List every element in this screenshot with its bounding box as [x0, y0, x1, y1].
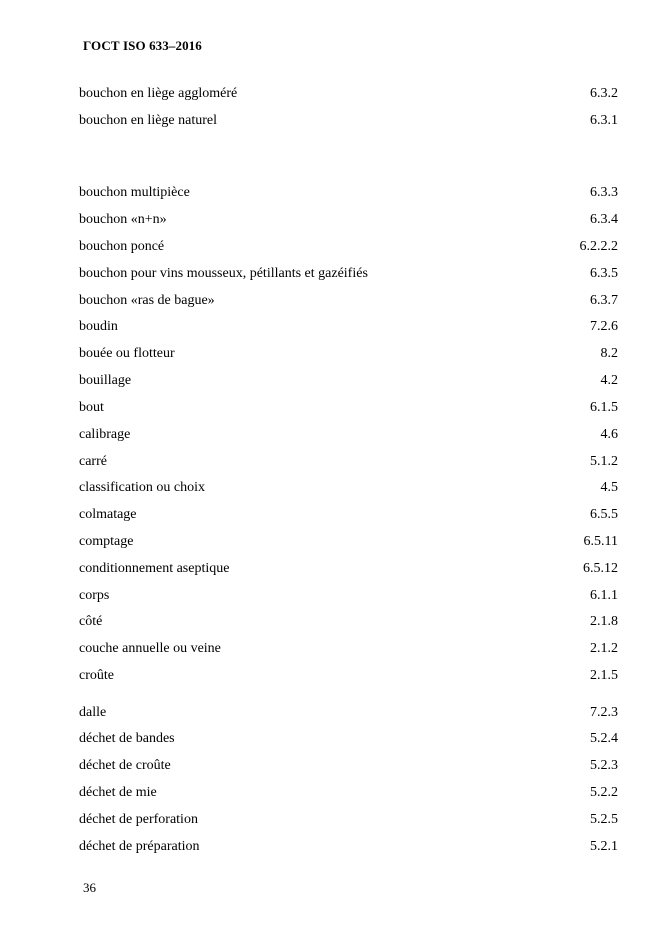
index-entry — [79, 705, 618, 725]
entry-ref: 5.2.5 — [590, 812, 618, 827]
entry-ref: 6.3.7 — [590, 293, 618, 308]
entry-term: classification ou choix — [79, 480, 205, 495]
entry-ref: 6.3.5 — [590, 266, 618, 281]
entry-ref: 6.3.1 — [590, 113, 618, 128]
index-entry — [79, 758, 618, 778]
index-entry — [79, 785, 618, 805]
entry-term: bouchon multipièce — [79, 185, 190, 200]
index-entry — [79, 427, 618, 447]
index-entry — [79, 239, 618, 259]
index-entry — [79, 561, 618, 581]
entry-term: croûte — [79, 668, 114, 683]
entry-ref: 5.2.4 — [590, 731, 618, 746]
index-entry — [79, 731, 618, 751]
index-entry — [79, 86, 618, 106]
index-entry — [79, 454, 618, 474]
entry-term: bouchon pour vins mousseux, pétillants et gazéifiés — [79, 266, 368, 281]
entry-term: comptage — [79, 534, 134, 549]
entry-term: bouillage — [79, 373, 132, 388]
entry-ref: 4.2 — [600, 373, 618, 388]
index-entry — [79, 293, 618, 313]
entry-ref: 6.3.2 — [590, 86, 618, 101]
index-entry — [79, 185, 618, 205]
entry-ref: 6.5.11 — [583, 534, 618, 549]
entry-term: déchet de croûte — [79, 758, 171, 773]
index-entry — [79, 614, 618, 634]
entry-ref: 5.2.3 — [590, 758, 618, 773]
entry-ref: 6.1.1 — [590, 588, 618, 603]
index-entry — [79, 346, 618, 366]
entry-term: boudin — [79, 319, 118, 334]
entry-term: corps — [79, 588, 110, 603]
entry-term: côté — [79, 614, 103, 629]
entry-term: carré — [79, 454, 107, 469]
index-entry — [79, 812, 618, 832]
entry-ref: 5.1.2 — [590, 454, 618, 469]
index-entry — [79, 480, 618, 500]
entry-ref: 6.3.4 — [590, 212, 618, 227]
entry-term: bouée ou flotteur — [79, 346, 175, 361]
entry-ref: 8.2 — [600, 346, 618, 361]
entry-ref: 7.2.3 — [590, 705, 618, 720]
index-entry — [79, 588, 618, 608]
index-entry — [79, 212, 618, 232]
entry-term: déchet de mie — [79, 785, 157, 800]
index-entry — [79, 400, 618, 420]
entry-ref: 4.5 — [600, 480, 618, 495]
entry-ref: 6.1.5 — [590, 400, 618, 415]
index-entry — [79, 373, 618, 393]
entry-ref: 5.2.2 — [590, 785, 618, 800]
entry-ref: 2.1.8 — [590, 614, 618, 629]
entry-term: déchet de préparation — [79, 839, 200, 854]
page-header: ГОСТ ISO 633–2016 — [83, 38, 202, 53]
entry-term: déchet de perforation — [79, 812, 198, 827]
entry-ref: 2.1.5 — [590, 668, 618, 683]
entry-term: bouchon «ras de bague» — [79, 293, 215, 308]
index-entry — [79, 534, 618, 554]
entry-ref: 6.5.5 — [590, 507, 618, 522]
entry-ref: 6.2.2.2 — [579, 239, 618, 254]
entry-ref: 6.3.3 — [590, 185, 618, 200]
entry-term: déchet de bandes — [79, 731, 175, 746]
index-entry — [79, 113, 618, 133]
entry-term: bouchon «n+n» — [79, 212, 167, 227]
entry-ref: 6.5.12 — [583, 561, 618, 576]
index-entry — [79, 507, 618, 527]
entry-ref: 7.2.6 — [590, 319, 618, 334]
index-entry — [79, 266, 618, 286]
entry-term: conditionnement aseptique — [79, 561, 230, 576]
entry-term: bout — [79, 400, 104, 415]
entry-term: bouchon poncé — [79, 239, 165, 254]
index-entry — [79, 641, 618, 661]
index-entry — [79, 668, 618, 688]
entry-term: colmatage — [79, 507, 137, 522]
page-number: 36 — [83, 880, 96, 895]
entry-term: dalle — [79, 705, 107, 720]
entry-term: calibrage — [79, 427, 131, 442]
entry-ref: 5.2.1 — [590, 839, 618, 854]
index-entry — [79, 839, 618, 859]
entry-term: couche annuelle ou veine — [79, 641, 221, 656]
entry-ref: 4.6 — [600, 427, 618, 442]
entry-term: bouchon en liège aggloméré — [79, 86, 238, 101]
entry-term: bouchon en liège naturel — [79, 113, 218, 128]
entry-ref: 2.1.2 — [590, 641, 618, 656]
index-entry — [79, 319, 618, 339]
